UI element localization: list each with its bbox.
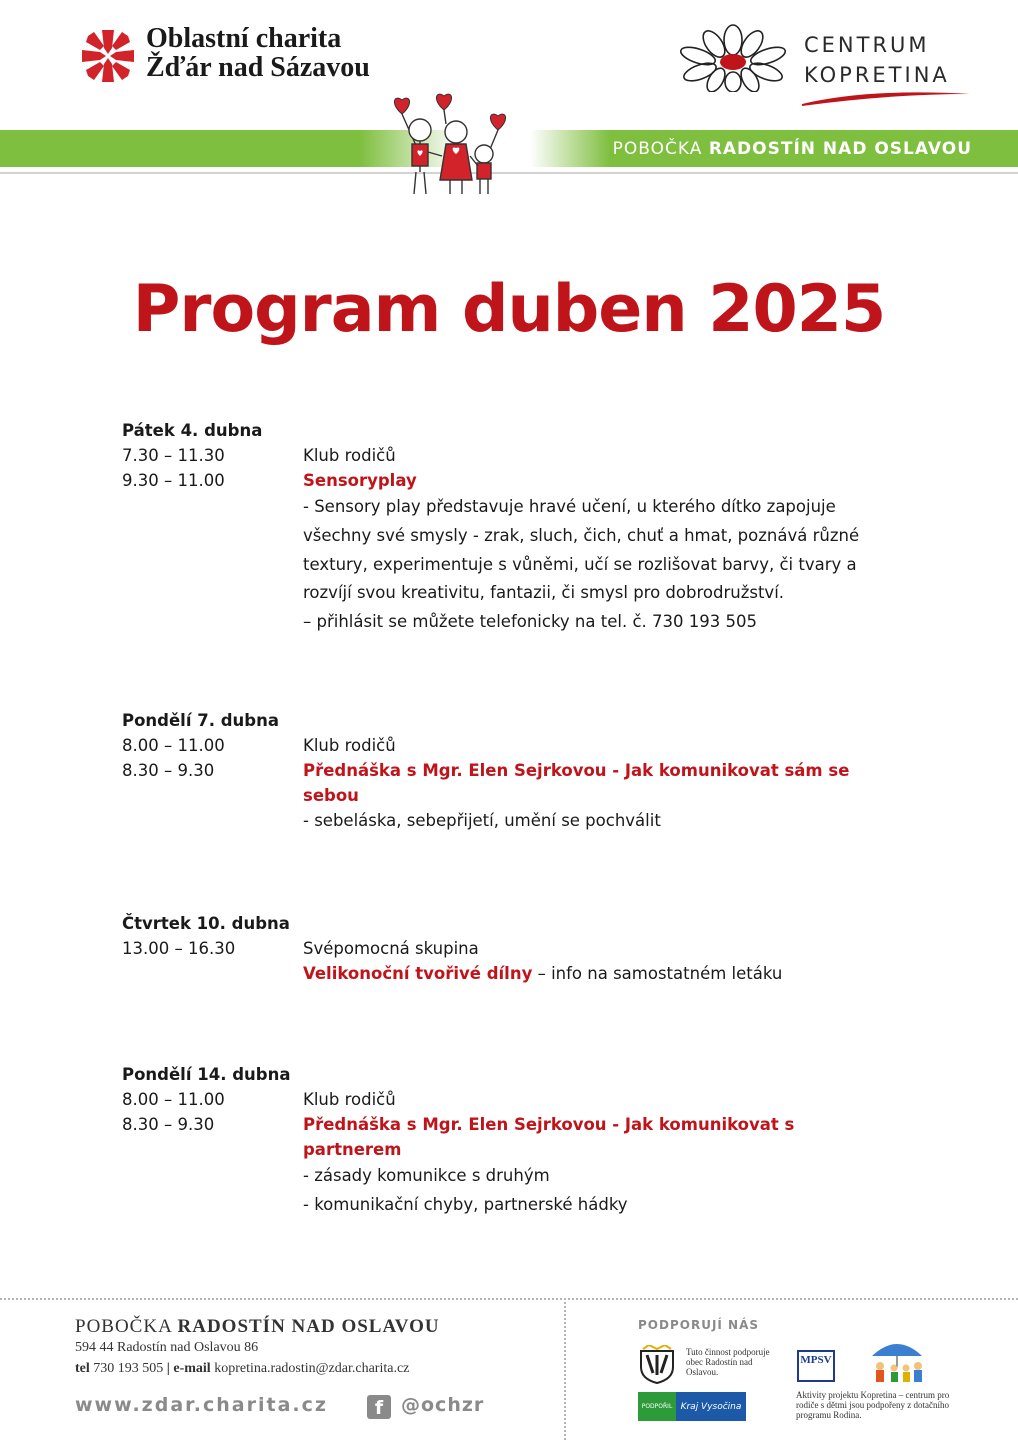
- activity-highlight: Přednáška s Mgr. Elen Sejrkovou - Jak komunikovat s partnerem: [303, 1114, 795, 1159]
- facebook-handle[interactable]: @ochzr: [401, 1394, 485, 1416]
- schedule-row: [122, 733, 882, 758]
- desc-line: - Sensory play představuje hravé učení, u kterého dítko zapojuje: [303, 497, 836, 516]
- schedule-row: [122, 468, 882, 493]
- family-hearts-illustration: [380, 92, 520, 202]
- banner-branch: RADOSTÍN NAD OSLAVOU: [708, 139, 972, 159]
- kraj-vysocina-logo: [638, 1392, 746, 1421]
- time-range: 8.30 – 9.30: [122, 760, 215, 780]
- charita-cross-logo: [80, 28, 136, 84]
- desc-line: – přihlásit se můžete telefonicky na tel. č. 730 193 505: [303, 612, 757, 632]
- desc-line: rozvíjí svou kreativitu, fantazii, či smysl pro dobrodružství.: [303, 583, 785, 603]
- website-link[interactable]: www.zdar.charita.cz: [75, 1394, 328, 1416]
- day-block: [122, 708, 882, 833]
- kopretina-line1: CENTRUM: [804, 33, 930, 57]
- facebook-icon: f: [367, 1395, 391, 1419]
- schedule-row: [122, 1087, 882, 1112]
- municipality-crest-icon: [637, 1345, 677, 1385]
- time-range: 8.30 – 9.30: [122, 1114, 215, 1134]
- tel-label: tel: [75, 1361, 90, 1376]
- supporters-label: PODPORUJÍ NÁS: [638, 1318, 760, 1332]
- vysocina-name: Kraj Vysočina: [676, 1392, 746, 1421]
- page-title: Program duben 2025: [132, 272, 886, 347]
- activity: Svépomocná skupina: [303, 938, 479, 958]
- branch-banner-text: [613, 139, 972, 159]
- time-range: 7.30 – 11.30: [122, 446, 225, 465]
- day-block: [122, 418, 882, 637]
- banner-prefix: POBOČKA: [612, 139, 703, 159]
- red-swoosh-decoration: [800, 88, 972, 108]
- time-range: 8.00 – 11.00: [122, 735, 225, 755]
- desc-line: - zásady komunikce s druhým: [303, 1165, 550, 1185]
- time-range: 8.00 – 11.00: [122, 1089, 225, 1109]
- desc-line: všechny své smysly - zrak, sluch, čich, chuť a hmat, poznává různé: [303, 525, 860, 545]
- day-block: [122, 1062, 882, 1220]
- email-label: e-mail: [173, 1361, 211, 1376]
- time-range: 9.30 – 11.00: [122, 471, 225, 490]
- activity-highlight: Sensoryplay: [303, 471, 417, 490]
- activity: Klub rodičů: [303, 735, 396, 755]
- activity-highlight: Přednáška s Mgr. Elen Sejrkovou - Jak komunikovat sám se sebou: [303, 760, 850, 805]
- activity: Klub rodičů: [303, 1089, 396, 1109]
- day-date: Pátek 4. dubna: [122, 421, 263, 440]
- kopretina-name: [804, 30, 950, 90]
- schedule-row: [122, 936, 882, 961]
- footer-address: 594 44 Radostín nad Oslavou 86: [75, 1340, 259, 1355]
- family-umbrella-logo: [866, 1338, 928, 1390]
- kopretina-line2: KOPRETINA: [804, 63, 950, 87]
- activity-description: [122, 493, 882, 637]
- header: [0, 0, 1018, 200]
- activity-description: [122, 808, 882, 833]
- schedule-row: [122, 961, 882, 986]
- desc-line: - komunikační chyby, partnerské hádky: [303, 1194, 628, 1214]
- day-date: Čtvrtek 10. dubna: [122, 913, 290, 933]
- charita-name-line2: Žďár nad Sázavou: [146, 52, 370, 83]
- day-date: Pondělí 7. dubna: [122, 710, 279, 730]
- email-address[interactable]: kopretina.radostin@zdar.charita.cz: [214, 1361, 410, 1376]
- time-range: 13.00 – 16.30: [122, 938, 236, 958]
- desc-line: textury, experimentuje s vůněmi, učí se rozlišovat barvy, či tvary a: [303, 554, 857, 574]
- footer-branch: [75, 1316, 440, 1338]
- activity-line: [303, 961, 882, 986]
- desc-line: - sebeláska, sebepřijetí, umění se pochválit: [303, 810, 661, 830]
- charita-name: [146, 24, 370, 82]
- footer-contact: tel 730 193 505 | e-mail kopretina.radostin@zdar.charita.cz: [75, 1361, 410, 1376]
- schedule-row: [122, 443, 882, 468]
- activity: Klub rodičů: [303, 446, 396, 465]
- footer-branch-name: RADOSTÍN NAD OSLAVOU: [177, 1316, 440, 1337]
- schedule-row: [122, 1112, 882, 1162]
- activity-description: [122, 1162, 882, 1220]
- activity-note: – info na samostatném letáku: [532, 963, 783, 983]
- day-date: Pondělí 14. dubna: [122, 1064, 291, 1084]
- schedule-row: [122, 758, 882, 808]
- charita-name-line1: Oblastní charita: [146, 23, 342, 54]
- footer-branch-prefix: POBOČKA: [75, 1316, 172, 1337]
- vysocina-supported-label: PODPOŘIL: [638, 1392, 676, 1421]
- project-support-note: Aktivity projektu Kopretina – centrum pro rodiče s dětmi jsou podpořeny z dotačního programu Rodina.: [796, 1390, 950, 1420]
- municipality-support-text: Tuto činnost podporuje obec Radostín nad Oslavou.: [686, 1347, 770, 1377]
- mpsv-logo: MPSV: [797, 1350, 835, 1382]
- footer-column-divider: [564, 1302, 566, 1440]
- footer-divider: [0, 1298, 1018, 1300]
- day-block: [122, 911, 882, 986]
- tel-number: 730 193 505: [93, 1361, 164, 1376]
- activity-highlight: Velikonoční tvořivé dílny: [303, 963, 533, 983]
- program-list: [122, 418, 882, 1220]
- daisy-flower-icon: [676, 24, 790, 92]
